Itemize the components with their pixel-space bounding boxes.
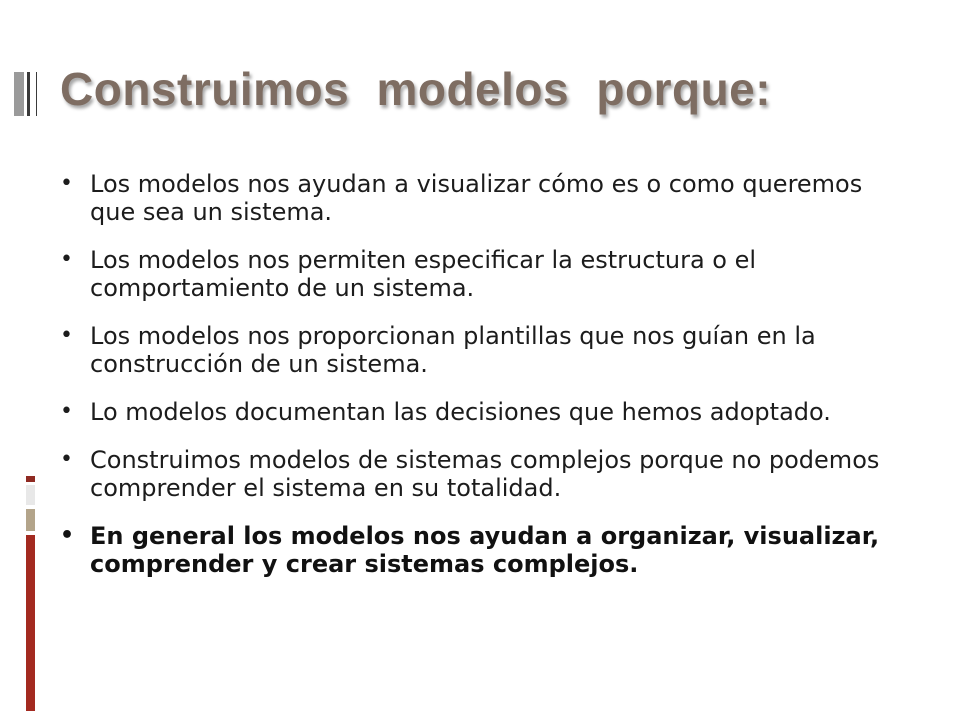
slide-title: Construimos modelos porque:: [60, 63, 772, 115]
bullet-icon: •: [60, 247, 73, 272]
bullet-text: Construimos modelos de sistemas complejos porque no podemos comprender el sistema en su totalidad.: [90, 446, 880, 502]
bullet-text: Los modelos nos proporcionan plantillas que nos guían en la construcción de un sistema.: [90, 322, 816, 378]
bullet-icon: •: [60, 323, 73, 348]
bullet-icon: •: [60, 523, 75, 548]
bullet-item: [58, 446, 888, 502]
bullet-text: Los modelos nos permiten especificar la estructura o el comportamiento de un sistema.: [90, 246, 757, 302]
bullet-item: [58, 398, 888, 426]
title-decoration-bar: [30, 72, 36, 116]
accent-segment: [26, 476, 35, 482]
bullet-item: [58, 246, 888, 302]
bullet-list: [58, 170, 888, 598]
accent-segment: [26, 485, 35, 505]
bullet-item-highlight: [58, 522, 888, 578]
bullet-text: Los modelos nos ayudan a visualizar cómo es o como queremos que sea un sistema.: [90, 170, 863, 226]
bullet-item: [58, 322, 888, 378]
bullet-icon: •: [60, 171, 73, 196]
title-decoration-bar: [14, 72, 24, 116]
bullet-icon: •: [60, 447, 73, 472]
bullet-item: [58, 170, 888, 226]
accent-segment: [26, 509, 35, 531]
bullet-text: Lo modelos documentan las decisiones que hemos adoptado.: [90, 398, 831, 426]
bullet-text: En general los modelos nos ayudan a organizar, visualizar, comprender y crear sistemas complejos.: [90, 522, 880, 578]
bullet-icon: •: [60, 399, 73, 424]
left-accent-bar: [26, 476, 35, 711]
accent-segment: [26, 535, 35, 711]
